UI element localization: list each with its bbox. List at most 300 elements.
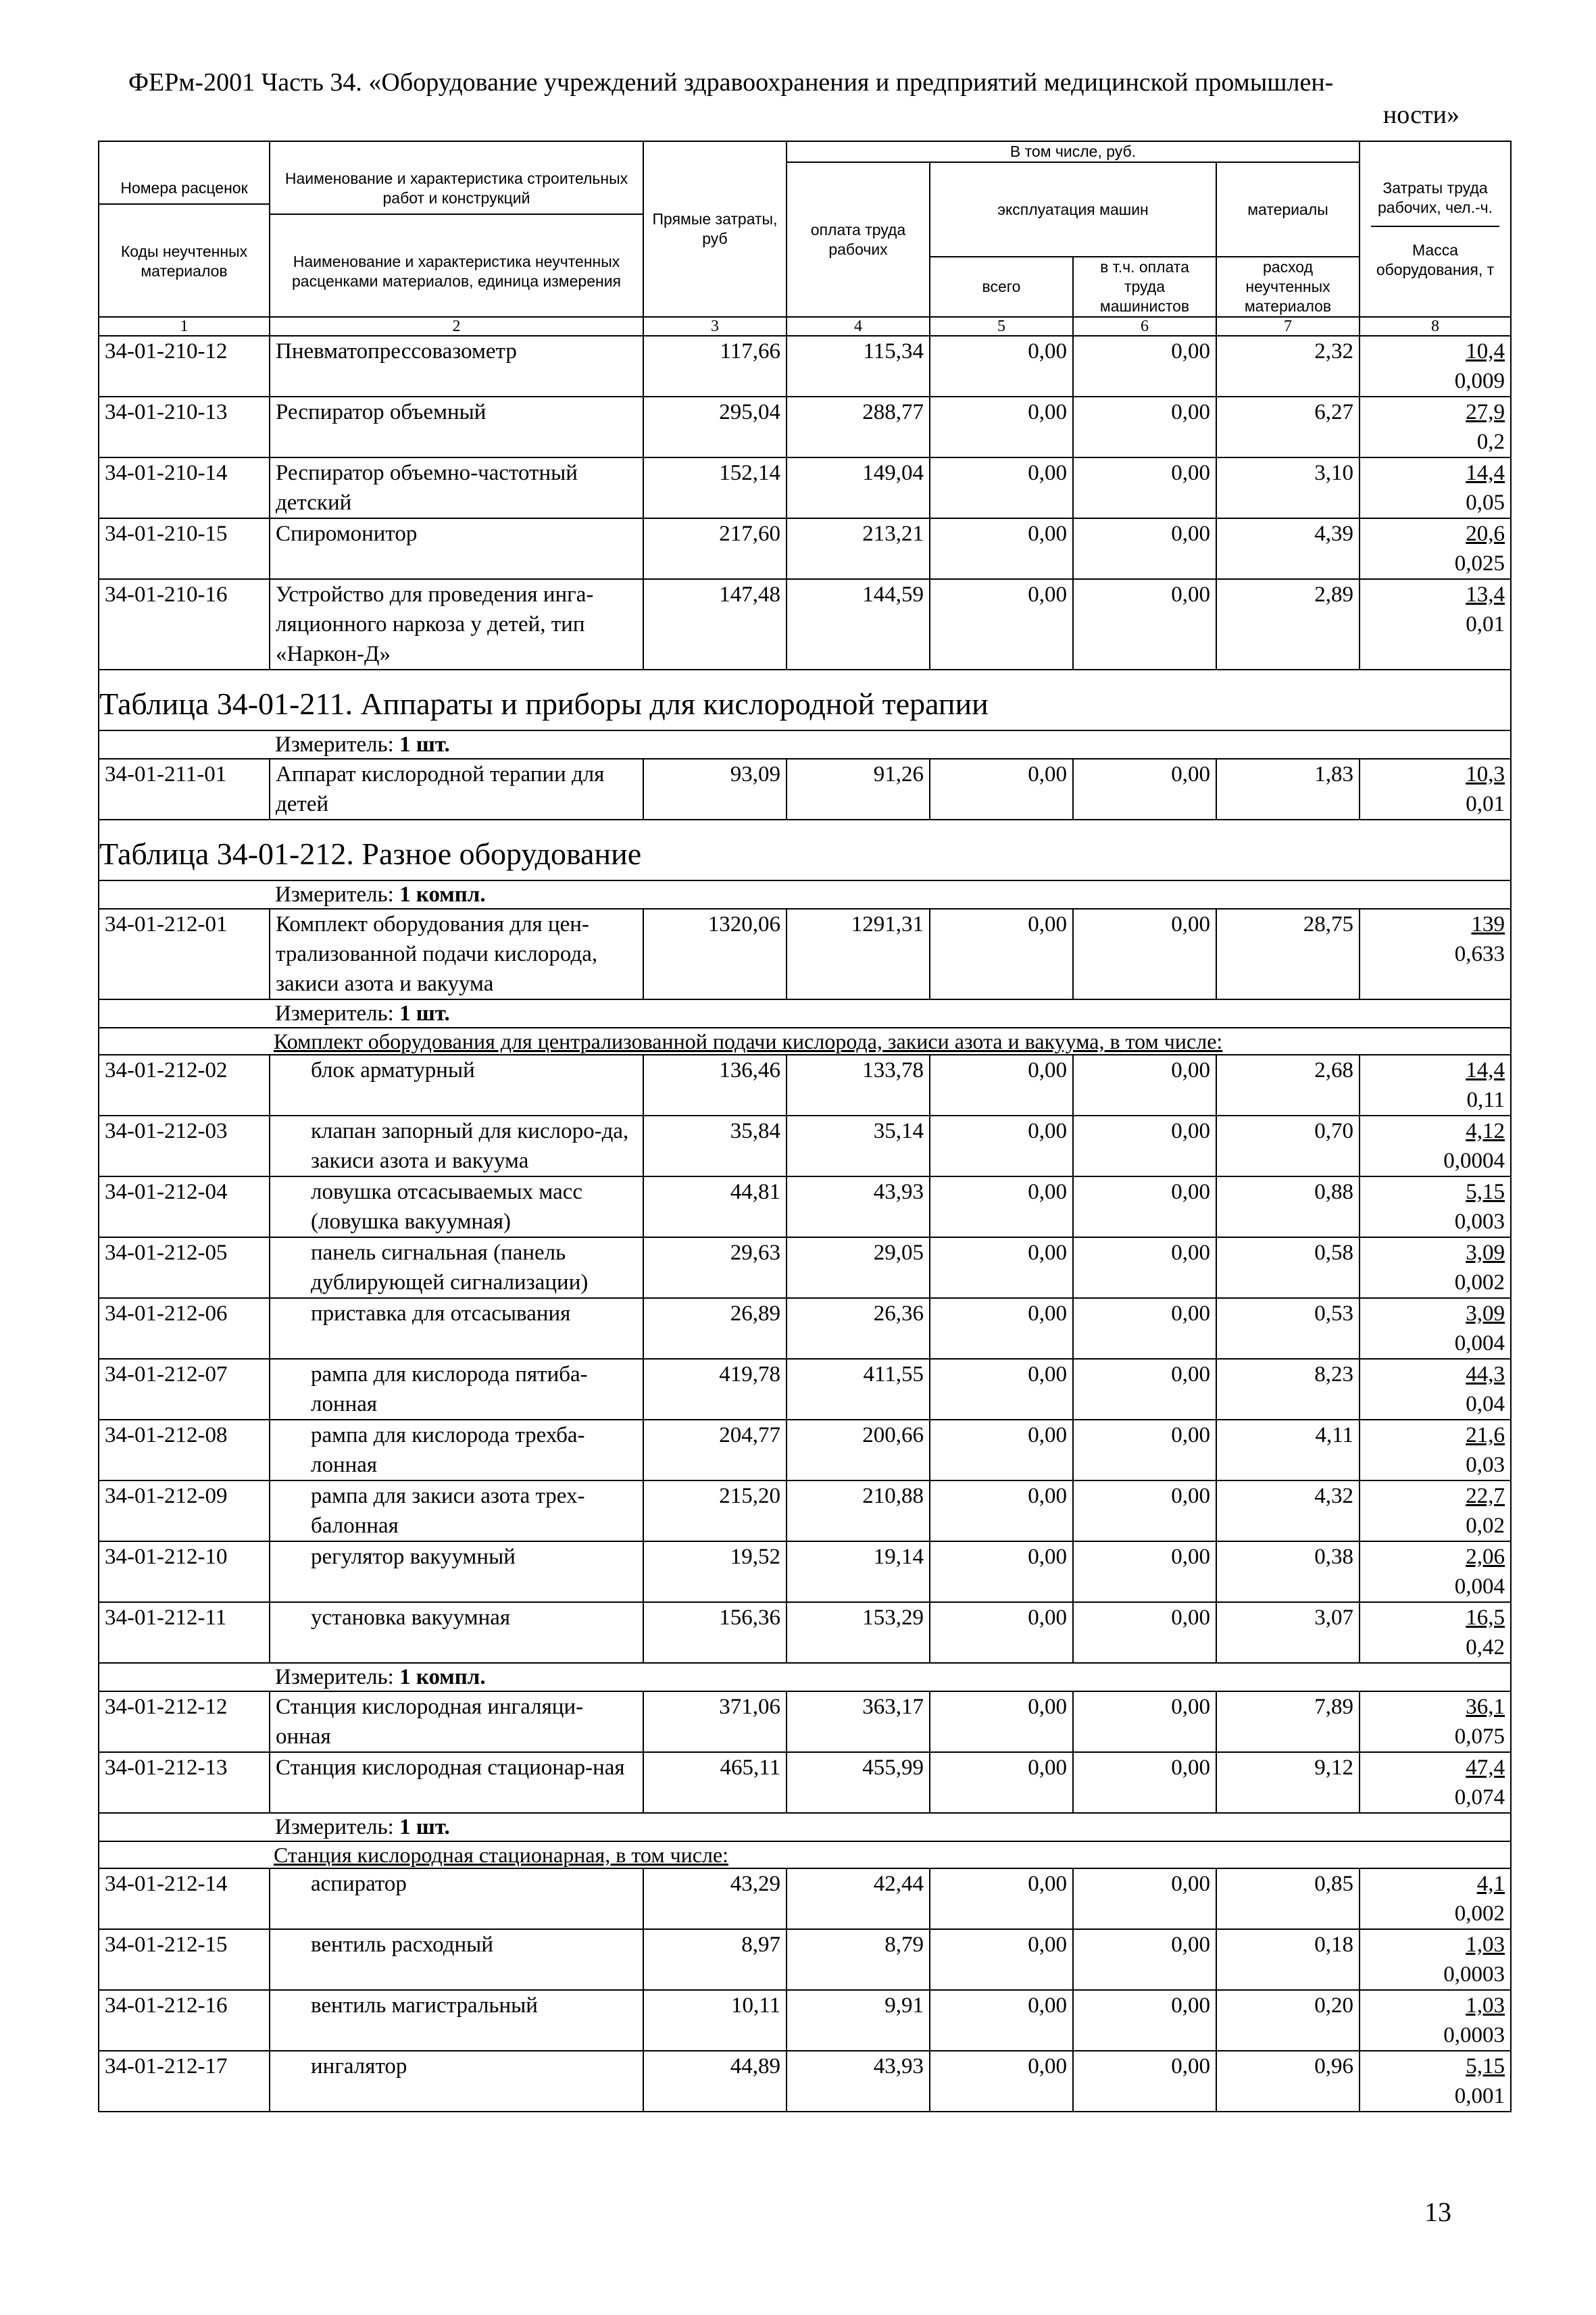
item-name: приставка для отсасывания [270,1298,643,1359]
rate-code: 34-01-212-13 [99,1752,270,1813]
labor-cost: 149,04 [787,457,930,518]
labor-mass-cell [1360,909,1511,999]
equipment-mass: 0,075 [1454,1724,1505,1749]
direct-cost: 117,66 [643,336,787,397]
measure-label: Измеритель: [275,1665,394,1689]
subheading-row [99,1841,1511,1868]
subheading-row [99,1028,1511,1055]
equipment-mass: 0,0004 [1443,1149,1505,1173]
measure-unit [99,1663,1511,1691]
machine-cost: 0,00 [930,759,1073,820]
measure-value: 1 шт. [399,732,450,757]
col2-bottom: Наименование и характеристика неучтенных расценками материалов, единица измерения [291,252,621,290]
item-name: Комплект оборудования для цен-трализованной подачи кислорода, закиси азота и вакуума [270,909,643,999]
machinist-cost: 0,00 [1073,518,1216,579]
machinist-cost: 0,00 [1073,1602,1216,1663]
rate-code: 34-01-212-16 [99,1990,270,2051]
equipment-mass: 0,42 [1466,1635,1505,1660]
material-cost: 4,11 [1216,1420,1360,1480]
labor-mass-cell [1360,1298,1511,1359]
col1-bottom: Коды неучтенных материалов [120,243,248,280]
rate-code: 34-01-212-17 [99,2051,270,2112]
labor-mass-cell [1360,1990,1511,2051]
col6-header: в т.ч. оплата труда машинистов [1073,257,1216,317]
equipment-mass: 0,2 [1476,430,1505,454]
material-cost: 0,88 [1216,1176,1360,1237]
material-cost: 0,38 [1216,1541,1360,1602]
col8-top: Затраты труда рабочих, чел.-ч. [1377,179,1493,216]
measure-label: Измеритель: [275,732,394,757]
labor-hours: 14,4 [1466,1058,1505,1082]
materials-header: материалы [1216,162,1360,257]
machinist-cost: 0,00 [1073,1990,1216,2051]
machine-cost: 0,00 [930,1691,1073,1752]
equipment-mass: 0,003 [1454,1210,1505,1234]
labor-hours: 22,7 [1466,1484,1505,1508]
table-title: Таблица 34-01-212. Разное оборудование [99,820,1511,880]
table-row [99,1752,1511,1813]
labor-cost: 43,93 [787,1176,930,1237]
header-row-1 [99,141,1511,162]
measure-value: 1 шт. [399,1001,450,1026]
machinist-cost: 0,00 [1073,2051,1216,2112]
rate-code: 34-01-210-15 [99,518,270,579]
labor-mass-cell [1360,1752,1511,1813]
rate-code: 34-01-212-03 [99,1116,270,1176]
material-cost: 3,07 [1216,1602,1360,1663]
machine-cost: 0,00 [930,1420,1073,1480]
direct-cost: 44,81 [643,1176,787,1237]
labor-mass-cell [1360,1691,1511,1752]
labor-cost: 288,77 [787,397,930,457]
labor-mass-cell [1360,1176,1511,1237]
colnum: 7 [1216,317,1360,336]
colnum: 6 [1073,317,1216,336]
labor-hours: 2,06 [1466,1545,1505,1569]
table-row [99,518,1511,579]
direct-cost: 156,36 [643,1602,787,1663]
measure-row [99,999,1511,1028]
equipment-mass: 0,01 [1466,792,1505,816]
equipment-mass: 0,002 [1454,1270,1505,1295]
machine-cost: 0,00 [930,1176,1073,1237]
labor-cost: 35,14 [787,1116,930,1176]
labor-hours: 14,4 [1466,461,1505,485]
material-cost: 6,27 [1216,397,1360,457]
machinist-cost: 0,00 [1073,1359,1216,1420]
machinist-cost: 0,00 [1073,1541,1216,1602]
labor-cost: 144,59 [787,579,930,670]
labor-hours: 4,12 [1466,1119,1505,1143]
measure-unit [99,1813,1511,1841]
colnum: 2 [270,317,643,336]
col8-header [1360,141,1511,317]
direct-cost: 35,84 [643,1116,787,1176]
col3-header: Прямые затраты, руб [643,141,787,317]
running-header [128,66,1460,131]
item-name: Респиратор объемно-частотный детский [270,457,643,518]
machinist-cost: 0,00 [1073,1691,1216,1752]
machine-cost: 0,00 [930,1929,1073,1990]
item-name: регулятор вакуумный [270,1541,643,1602]
labor-mass-cell [1360,336,1511,397]
equipment-mass: 0,0003 [1443,1962,1505,1987]
machine-cost: 0,00 [930,909,1073,999]
direct-cost: 8,97 [643,1929,787,1990]
machine-cost: 0,00 [930,397,1073,457]
labor-mass-cell [1360,1055,1511,1116]
measure-unit [99,999,1511,1028]
material-cost: 0,96 [1216,2051,1360,2112]
direct-cost: 147,48 [643,579,787,670]
rate-code: 34-01-212-10 [99,1541,270,1602]
machinist-cost: 0,00 [1073,1480,1216,1541]
equipment-mass: 0,04 [1466,1392,1505,1416]
labor-hours: 5,15 [1466,2054,1505,2078]
rate-code: 34-01-212-11 [99,1602,270,1663]
labor-mass-cell [1360,1929,1511,1990]
col1-header [99,141,270,317]
header-line-1: ФЕРм-2001 Часть 34. «Оборудование учреждений здравоохранения и предприятий медицинской промышлен- [128,68,1334,97]
table-row [99,1176,1511,1237]
material-cost: 2,89 [1216,579,1360,670]
subheading: Станция кислородная стационарная, в том числе: [99,1841,1511,1868]
labor-cost: 9,91 [787,1990,930,2051]
colnum: 4 [787,317,930,336]
table-row [99,1602,1511,1663]
machinist-cost: 0,00 [1073,1420,1216,1480]
direct-cost: 29,63 [643,1237,787,1298]
labor-cost: 210,88 [787,1480,930,1541]
col2-header [270,141,643,317]
material-cost: 3,10 [1216,457,1360,518]
rate-code: 34-01-212-06 [99,1298,270,1359]
labor-cost: 91,26 [787,759,930,820]
labor-mass-cell [1360,579,1511,670]
equipment-mass: 0,074 [1454,1785,1505,1810]
rate-code: 34-01-212-15 [99,1929,270,1990]
labor-mass-cell [1360,1116,1511,1176]
labor-mass-cell [1360,457,1511,518]
direct-cost: 419,78 [643,1359,787,1420]
equipment-mass: 0,009 [1454,369,1505,393]
equipment-mass: 0,025 [1454,551,1505,576]
rate-code: 34-01-210-14 [99,457,270,518]
colnum: 1 [99,317,270,336]
table-row [99,1298,1511,1359]
equipment-mass: 0,004 [1454,1574,1505,1599]
colnum: 8 [1360,317,1511,336]
machinist-cost: 0,00 [1073,397,1216,457]
rate-code: 34-01-210-13 [99,397,270,457]
measure-row [99,1663,1511,1691]
col1-top: Номера расценок [99,177,269,205]
table-row [99,1480,1511,1541]
machine-cost: 0,00 [930,1055,1073,1116]
item-name: Спиромонитор [270,518,643,579]
col8-bottom: Масса оборудования, т [1371,226,1499,280]
labor-hours: 3,09 [1466,1301,1505,1326]
machine-cost: 0,00 [930,1298,1073,1359]
measure-unit [99,880,1511,909]
labor-hours: 1,03 [1466,1993,1505,2018]
table-row [99,1359,1511,1420]
labor-cost: 26,36 [787,1298,930,1359]
item-name: Аппарат кислородной терапии для детей [270,759,643,820]
labor-hours: 27,9 [1466,400,1505,424]
rate-code: 34-01-212-04 [99,1176,270,1237]
material-cost: 9,12 [1216,1752,1360,1813]
measure-label: Измеритель: [275,1815,394,1839]
rate-code: 34-01-212-08 [99,1420,270,1480]
machine-cost: 0,00 [930,1990,1073,2051]
machine-cost: 0,00 [930,1116,1073,1176]
table-row [99,1116,1511,1176]
machine-cost: 0,00 [930,1359,1073,1420]
direct-cost: 215,20 [643,1480,787,1541]
labor-hours: 5,15 [1466,1180,1505,1204]
material-cost: 0,18 [1216,1929,1360,1990]
item-name: клапан запорный для кислоро-да, закиси азота и вакуума [270,1116,643,1176]
labor-cost: 200,66 [787,1420,930,1480]
labor-hours: 13,4 [1466,582,1505,607]
incl-header: В том числе, руб. [787,141,1360,162]
table-row [99,1868,1511,1929]
labor-mass-cell [1360,759,1511,820]
table-title-row [99,820,1511,880]
labor-cost: 1291,31 [787,909,930,999]
table-row [99,1691,1511,1752]
labor-mass-cell [1360,1480,1511,1541]
material-cost: 0,70 [1216,1116,1360,1176]
machinist-cost: 0,00 [1073,1298,1216,1359]
measure-row [99,880,1511,909]
labor-hours: 47,4 [1466,1756,1505,1780]
labor-cost: 455,99 [787,1752,930,1813]
labor-mass-cell [1360,1602,1511,1663]
table-row [99,1541,1511,1602]
measure-value: 1 компл. [399,1665,486,1689]
direct-cost: 1320,06 [643,909,787,999]
colnum: 5 [930,317,1073,336]
item-name: Пневматопрессовазометр [270,336,643,397]
item-name: установка вакуумная [270,1602,643,1663]
equipment-mass: 0,0003 [1443,2023,1505,2047]
machine-cost: 0,00 [930,579,1073,670]
item-name: панель сигнальная (панель дублирующей сигнализации) [270,1237,643,1298]
labor-hours: 21,6 [1466,1423,1505,1447]
equipment-mass: 0,01 [1466,612,1505,637]
col2-top: Наименование и характеристика строительных работ и конструкций [270,168,643,215]
rate-code: 34-01-212-05 [99,1237,270,1298]
column-numbers-row [99,317,1511,336]
labor-mass-cell [1360,1541,1511,1602]
machine-cost: 0,00 [930,1868,1073,1929]
machine-cost: 0,00 [930,336,1073,397]
machinist-cost: 0,00 [1073,1116,1216,1176]
material-cost: 28,75 [1216,909,1360,999]
labor-cost: 133,78 [787,1055,930,1116]
item-name: блок арматурный [270,1055,643,1116]
rate-code: 34-01-211-01 [99,759,270,820]
machinist-cost: 0,00 [1073,1752,1216,1813]
labor-mass-cell [1360,1237,1511,1298]
machinist-cost: 0,00 [1073,759,1216,820]
rate-code: 34-01-212-09 [99,1480,270,1541]
machine-cost: 0,00 [930,1480,1073,1541]
subheading: Комплект оборудования для централизованной подачи кислорода, закиси азота и вакуума, в том числе: [99,1028,1511,1055]
rate-code: 34-01-212-14 [99,1868,270,1929]
direct-cost: 43,29 [643,1868,787,1929]
item-name: вентиль магистральный [270,1990,643,2051]
machinist-cost: 0,00 [1073,1237,1216,1298]
table-row [99,1929,1511,1990]
material-cost: 0,20 [1216,1990,1360,2051]
header-line-2: ности» [1382,101,1460,129]
measure-row [99,1813,1511,1841]
material-cost: 2,32 [1216,336,1360,397]
labor-hours: 1,03 [1466,1933,1505,1957]
table-row [99,1237,1511,1298]
material-cost: 1,83 [1216,759,1360,820]
material-cost: 2,68 [1216,1055,1360,1116]
machine-cost: 0,00 [930,518,1073,579]
table-row [99,579,1511,670]
item-name: ловушка отсасываемых масс (ловушка вакуумная) [270,1176,643,1237]
equipment-mass: 0,02 [1466,1514,1505,1538]
labor-mass-cell [1360,397,1511,457]
labor-hours: 20,6 [1466,522,1505,546]
table-row [99,909,1511,999]
labor-mass-cell [1360,1359,1511,1420]
equipment-mass: 0,633 [1454,942,1505,966]
item-name: рампа для кислорода пятиба-лонная [270,1359,643,1420]
material-cost: 4,32 [1216,1480,1360,1541]
item-name: рампа для закиси азота трех-балонная [270,1480,643,1541]
price-table [98,141,1512,2112]
machine-cost: 0,00 [930,1541,1073,1602]
item-name: рампа для кислорода трехба-лонная [270,1420,643,1480]
machinist-cost: 0,00 [1073,336,1216,397]
labor-cost: 29,05 [787,1237,930,1298]
labor-hours: 16,5 [1466,1605,1505,1630]
table-row [99,397,1511,457]
machines-header: эксплуатация машин [930,162,1216,257]
labor-mass-cell [1360,518,1511,579]
col4-header: оплата труда рабочих [787,162,930,317]
direct-cost: 10,11 [643,1990,787,2051]
table-title: Таблица 34-01-211. Аппараты и приборы для кислородной терапии [99,670,1511,730]
direct-cost: 465,11 [643,1752,787,1813]
item-name: ингалятор [270,2051,643,2112]
labor-hours: 139 [1471,912,1505,937]
labor-cost: 8,79 [787,1929,930,1990]
material-cost: 0,85 [1216,1868,1360,1929]
page-number: 13 [1424,2197,1451,2227]
labor-mass-cell [1360,1868,1511,1929]
table-row [99,457,1511,518]
equipment-mass: 0,002 [1454,1901,1505,1926]
item-name: Устройство для проведения инга-ляционного наркоза у детей, тип «Наркон-Д» [270,579,643,670]
equipment-mass: 0,004 [1454,1331,1505,1355]
rate-code: 34-01-212-12 [99,1691,270,1752]
material-cost: 0,53 [1216,1298,1360,1359]
direct-cost: 204,77 [643,1420,787,1480]
machine-cost: 0,00 [930,1752,1073,1813]
direct-cost: 152,14 [643,457,787,518]
labor-cost: 411,55 [787,1359,930,1420]
table-row [99,336,1511,397]
item-name: Станция кислородная ингаляци-онная [270,1691,643,1752]
rate-code: 34-01-212-01 [99,909,270,999]
labor-hours: 3,09 [1466,1241,1505,1265]
direct-cost: 217,60 [643,518,787,579]
item-name: аспиратор [270,1868,643,1929]
labor-cost: 363,17 [787,1691,930,1752]
measure-row [99,730,1511,759]
machinist-cost: 0,00 [1073,1929,1216,1990]
labor-cost: 42,44 [787,1868,930,1929]
col5-header: всего [930,257,1073,317]
item-name: Респиратор объемный [270,397,643,457]
machine-cost: 0,00 [930,2051,1073,2112]
col7-header: расход неучтенных материалов [1216,257,1360,317]
machinist-cost: 0,00 [1073,1055,1216,1116]
table-row [99,2051,1511,2112]
colnum: 3 [643,317,787,336]
labor-cost: 43,93 [787,2051,930,2112]
labor-mass-cell [1360,1420,1511,1480]
measure-unit [99,730,1511,759]
measure-label: Измеритель: [275,882,394,907]
labor-mass-cell [1360,2051,1511,2112]
direct-cost: 295,04 [643,397,787,457]
equipment-mass: 0,001 [1454,2084,1505,2108]
direct-cost: 93,09 [643,759,787,820]
machine-cost: 0,00 [930,1237,1073,1298]
labor-cost: 153,29 [787,1602,930,1663]
material-cost: 8,23 [1216,1359,1360,1420]
rate-code: 34-01-212-02 [99,1055,270,1116]
rate-code: 34-01-210-16 [99,579,270,670]
labor-hours: 10,4 [1466,339,1505,364]
machine-cost: 0,00 [930,457,1073,518]
material-cost: 7,89 [1216,1691,1360,1752]
labor-hours: 10,3 [1466,762,1505,787]
machinist-cost: 0,00 [1073,909,1216,999]
table-title-row [99,670,1511,730]
machinist-cost: 0,00 [1073,1868,1216,1929]
measure-label: Измеритель: [275,1001,394,1026]
equipment-mass: 0,11 [1466,1088,1505,1112]
equipment-mass: 0,05 [1466,491,1505,515]
machine-cost: 0,00 [930,1602,1073,1663]
labor-cost: 19,14 [787,1541,930,1602]
labor-cost: 115,34 [787,336,930,397]
direct-cost: 19,52 [643,1541,787,1602]
direct-cost: 44,89 [643,2051,787,2112]
machinist-cost: 0,00 [1073,1176,1216,1237]
machinist-cost: 0,00 [1073,579,1216,670]
labor-hours: 4,1 [1476,1872,1505,1896]
rate-code: 34-01-212-07 [99,1359,270,1420]
measure-value: 1 шт. [399,1815,450,1839]
item-name: Станция кислородная стационар-ная [270,1752,643,1813]
labor-hours: 44,3 [1466,1362,1505,1387]
labor-hours: 36,1 [1466,1695,1505,1719]
material-cost: 0,58 [1216,1237,1360,1298]
item-name: вентиль расходный [270,1929,643,1990]
